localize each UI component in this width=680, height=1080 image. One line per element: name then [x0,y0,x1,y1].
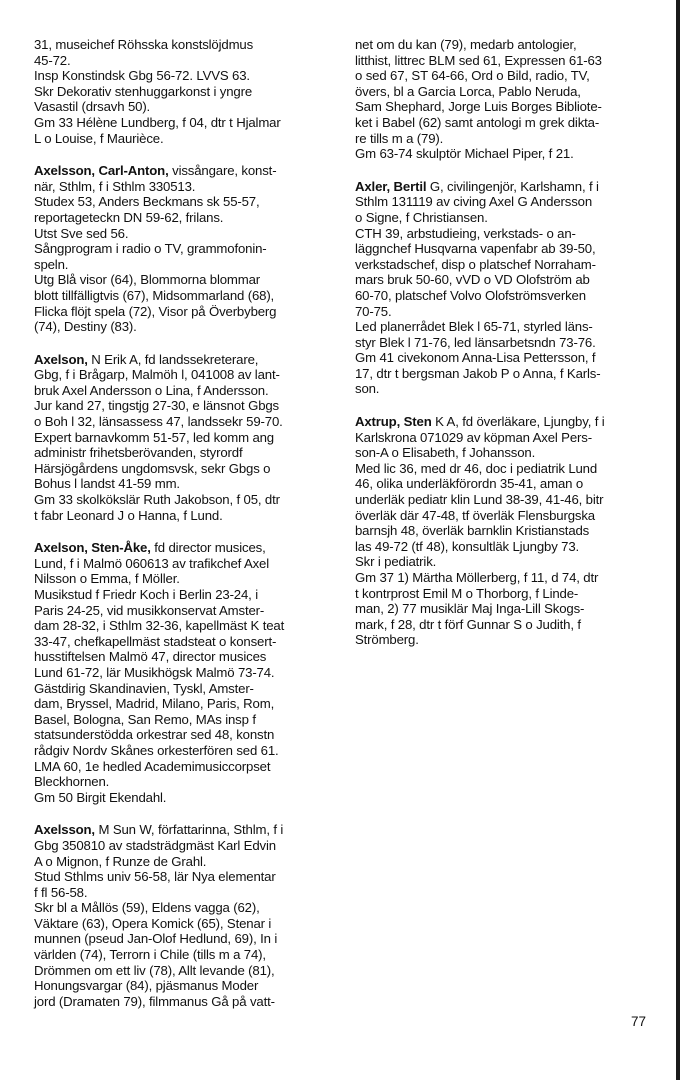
entry-line [355,37,647,53]
entry-line [34,163,332,179]
entry-line [355,539,647,555]
entry-text: mark, f 28, dtr t förf Gunnar S o Judith, f [355,616,581,632]
entry-text: Gm 33 Hélène Lundberg, f 04, dtr t Hjalmar [34,114,281,130]
entry-text: styr Blek l 71-76, led länsarbetsndn 73-76. [355,334,596,350]
entry-line [34,885,332,901]
entry-line [355,194,647,210]
entry-line [34,272,332,288]
entry-text: ket i Babel (62) samt antologi m grek dikta- [355,114,600,130]
entry-text: Utst Sve sed 56. [34,225,129,241]
entry-text: f fl 56-58. [34,884,88,900]
entry-text: husstiftelsen Malmö 47, director musices [34,649,267,665]
entry-text: Drömmen om ett liv (78), Allt levande (81), [34,962,275,978]
entry-line [355,508,647,524]
entry-text: Väktare (63), Opera Komick (65), Stenar i [34,915,272,931]
entry-text: Gbg 350810 av stadsträdgmäst Karl Edvin [34,837,276,853]
entry-line [355,257,647,273]
entry-line [355,179,647,195]
entry-line [355,381,647,397]
entry-line [355,350,647,366]
entry-line [355,492,647,508]
entry-text: Musikstud f Friedr Koch i Berlin 23-24, i [34,587,258,602]
entry-text: 60-70, platschef Volvo Olofströmsverken [355,287,586,303]
entry-text: 33-47, chefkapellmäst stadsteat o konsert- [34,633,277,649]
entry-line [355,53,647,69]
entry-line [355,241,647,257]
entry-text: CTH 39, arbstudieing, verkstads- o an- [355,225,576,241]
entry-text: Skr Dekorativ stenhuggarkonst i yngre [34,83,253,99]
entry-text: rådgiv Nordv Skånes orkesterfören sed 61. [34,742,279,758]
entry-line [355,414,647,430]
entry-line [34,414,332,430]
entry-name: Axelsson, Carl-Anton, [34,163,169,179]
entry-text: K A, fd överläkare, Ljungby, f i [431,414,605,430]
entry-line [34,445,332,461]
entry-text: statsunderstödda orkestrar sed 48, konstn [34,727,275,743]
entry-text: t fabr Leonard J o Hanna, f Lund. [34,507,223,523]
entry-text: speln. [34,256,69,272]
entry-text: Lund, f i Malmö 060613 av trafikchef Axel [34,555,270,571]
entry-text: Skr bl a Mållös (59), Eldens vagga (62), [34,900,260,916]
entry-text: när, Sthlm, f i Sthlm 330513. [34,178,196,194]
entry-line [34,774,332,790]
entry-line [34,727,332,743]
entry-line [34,978,332,994]
entry-line [34,383,332,399]
entry-line [355,586,647,602]
entry-line [34,492,332,508]
entry-text: Paris 24-25, vid musikkonservat Amster- [34,602,265,618]
entry [34,163,332,335]
entry-text: Utg Blå visor (64), Blommorna blommar [34,272,261,288]
entry-line [34,352,332,368]
entry-line [34,68,332,84]
entry-text: Led planerrådet Blek l 65-71, styrled läns- [355,319,593,335]
entry-line [34,665,332,681]
entry-line [34,696,332,712]
entry-text: jord (Dramaten 79), filmmanus Gå på vatt- [34,993,275,1009]
entry-text: Med lic 36, med dr 46, doc i pediatrik Lund [355,460,598,476]
entry-text: verkstadschef, disp o platschef Norraham- [355,256,596,272]
entry-text: vissångare, konst- [168,163,277,179]
entry-line [34,319,332,335]
entry-line [355,146,647,162]
entry-line [355,445,647,461]
entry-line [355,226,647,242]
entry-text: Gästdirig Skandinavien, Tyskl, Amster- [34,680,254,696]
entry-line [34,743,332,759]
right-column [355,37,647,665]
entry-line [34,571,332,587]
entry-text: 17, dtr t bergsman Jakob P o Anna, f Karls- [355,365,601,381]
entry-line [355,319,647,335]
entry-text: administr frihetsberövanden, styrordf [34,445,243,461]
entry-text: o sed 67, ST 64-66, Ord o Bild, radio, TV, [355,68,590,84]
entry-text: Nilsson o Emma, f Möller. [34,571,180,587]
entry-line [34,822,332,838]
page-edge-border [676,0,680,1080]
entry [34,37,332,146]
entry-line [34,179,332,195]
entry-text: M Sun W, författarinna, Sthlm, f i [94,822,284,838]
entry-text: reportageteckn DN 59-62, frilans. [34,209,224,225]
entry-line [355,366,647,382]
entry-text: Strömberg. [355,632,419,648]
entry-line [34,131,332,147]
entry-line [34,854,332,870]
page-number: 77 [631,1014,647,1029]
entry-line [34,367,332,383]
entry-line [34,587,332,603]
entry-text: Gbg, f i Brågarp, Malmöh l, 041008 av lant- [34,367,280,383]
entry-text: net om du kan (79), medarb antologier, [355,37,577,52]
entry-text: man, 2) 77 musiklär Maj Inga-Lill Skogs- [355,601,585,617]
entry-text: litthist, littrec BLM sed 61, Expressen 61-63 [355,52,602,68]
entry [355,414,647,648]
entry-text: världen (74), Terrorn i Chile (tills m a 74), [34,947,266,963]
entry-text: barnsjh 48, överläk barnklin Kristianstads [355,523,590,539]
entry-line [34,99,332,115]
entry-line [355,131,647,147]
entry-line [355,68,647,84]
entry-text: bruk Axel Andersson o Lina, f Andersson. [34,382,269,398]
entry-line [34,681,332,697]
entry-text: 31, museichef Röhsska konstslöjdmus [34,37,254,52]
entry-line [355,99,647,115]
entry-line [34,288,332,304]
entry-line [34,476,332,492]
entry-text: Karlskrona 071029 av köpman Axel Pers- [355,429,592,445]
entry-text: Gm 63-74 skulptör Michael Piper, f 21. [355,146,574,162]
entry-text: dam 28-32, i Sthlm 32-36, kapellmäst K teat [34,618,285,634]
entry-text: (74), Destiny (83). [34,319,137,335]
entry [34,822,332,1009]
entry-line [34,241,332,257]
entry-text: Vasastil (drsavh 50). [34,99,151,115]
entry-text: Jur kand 27, tingstjg 27-30, e länsnot Gbgs [34,398,280,414]
entry-line [34,618,332,634]
entry-line [355,304,647,320]
entry-text: Stud Sthlms univ 56-58, lär Nya elementar [34,869,276,885]
entry-line [34,963,332,979]
entry-line [34,900,332,916]
entry-line [355,601,647,617]
entry-line [355,288,647,304]
entry-line [355,476,647,492]
entry-text: dam, Bryssel, Madrid, Milano, Paris, Rom, [34,696,275,712]
entry-line [34,53,332,69]
entry-line [355,430,647,446]
entry-line [355,84,647,100]
entry-text: re tills m a (79). [355,130,444,146]
entry-text: Basel, Bologna, San Remo, MAs insp f [34,711,256,727]
entry-text: munnen (pseud Jan-Olof Hedlund, 69), In i [34,931,278,947]
entry-line [34,257,332,273]
entry-text: Flicka flöjt spela (72), Visor på Överbyberg [34,303,277,319]
entry-line [34,398,332,414]
entry-text: 46, olika underläkförordn 35-41, aman o [355,476,584,492]
entry-text: Lund 61-72, lär Musikhögsk Malmö 73-74. [34,664,275,680]
entry-line [34,931,332,947]
entry-line [355,115,647,131]
entry-line [355,210,647,226]
entry-text: 45-72. [34,52,71,68]
entry-line [34,84,332,100]
entry-line [355,617,647,633]
entry-text: läggnchef Husqvarna vapenfabr ab 39-50, [355,241,596,257]
entry-text: LMA 60, 1e hedled Academimusiccorpset [34,758,271,774]
entry-line [34,461,332,477]
entry-text: L o Louise, f Maurièce. [34,130,164,146]
entry-line [34,194,332,210]
entry-text: överläk där 47-48, tf överläk Flensburgska [355,507,595,523]
entry-line [34,37,332,53]
entry-text: las 49-72 (tf 48), konsultläk Ljungby 73. [355,538,580,554]
entry-text: son. [355,381,380,397]
entry-line [355,632,647,648]
entry [34,352,332,524]
entry-line [34,712,332,728]
entry-line [34,210,332,226]
entry-line [34,556,332,572]
entry-line [34,869,332,885]
entry-line [34,603,332,619]
entry-text: Gm 33 skolkökslär Ruth Jakobson, f 05, dtr [34,492,280,508]
entry-line [355,570,647,586]
entry-text: Sam Shephard, Jorge Luis Borges Bibliote- [355,99,602,115]
entry-line [355,554,647,570]
entry-text: G, civilingenjör, Karlshamn, f i [426,178,599,194]
entry-text: Gm 41 civekonom Anna-Lisa Pettersson, f [355,350,596,366]
entry-text: mars bruk 50-60, vVD o VD Olofström ab [355,272,590,288]
entry-name: Axtrup, Sten [355,414,432,430]
entry-text: Skr i pediatrik. [355,554,437,570]
entry-line [355,335,647,351]
entry [355,37,647,162]
entry-text: Gm 37 1) Märtha Möllerberg, f 11, d 74, dtr [355,570,599,585]
entry-text: Bohus l landst 41-59 mm. [34,476,180,492]
entry-line [34,226,332,242]
entry-text: t kontrprost Emil M o Thorborg, f Linde- [355,585,579,601]
entry-line [34,790,332,806]
left-column [34,37,332,1026]
entry-name: Axler, Bertil [355,178,427,194]
entry-name: Axelson, [34,351,88,367]
entry-text: N Erik A, fd landssekreterare, [87,351,259,367]
entry-text: Sångprogram i radio o TV, grammofonin- [34,241,267,257]
entry-line [34,759,332,775]
entry-text: fd director musices, [150,540,266,556]
entry-text: Bleckhornen. [34,774,110,790]
entry-text: blott tillfälligtvis (67), Midsommarland (68), [34,287,275,303]
entry-line [34,508,332,524]
entry-text: underläk pediatr klin Lund 38-39, 41-46, bitr [355,492,604,508]
entry-line [34,540,332,556]
entry-text: Studex 53, Anders Beckmans sk 55-57, [34,194,260,210]
entry [355,179,647,397]
entry-line [34,115,332,131]
entry-text: 70-75. [355,303,392,319]
entry-text: A o Mignon, f Runze de Grahl. [34,853,207,869]
entry-line [34,649,332,665]
entry-text: Insp Konstindsk Gbg 56-72. LVVS 63. [34,68,250,84]
entry-name: Axelson, Sten-Åke, [34,540,151,556]
entry-line [34,838,332,854]
entry-text: Expert barnavkomm 51-57, led komm ang [34,429,274,445]
entry-text: Gm 50 Birgit Ekendahl. [34,789,167,805]
entry-line [34,947,332,963]
entry-text: son-A o Elisabeth, f Johansson. [355,445,536,461]
entry-name: Axelsson, [34,822,95,838]
entry-text: Sthlm 131119 av civing Axel G Andersson [355,194,593,210]
entry-line [355,523,647,539]
entry-line [34,994,332,1010]
entry-text: Härsjögårdens ungdomsvsk, sekr Gbgs o [34,460,271,476]
entry-line [34,430,332,446]
entry-text: övers, bl a Garcia Lorca, Pablo Neruda, [355,83,581,99]
entry-line [355,461,647,477]
entry-line [355,272,647,288]
entry [34,540,332,805]
entry-text: Honungsvargar (84), pjäsmanus Moder [34,978,259,994]
entry-text: o Boh l 32, länsassess 47, landssekr 59-70. [34,414,283,430]
entry-text: o Signe, f Christiansen. [355,209,488,225]
entry-line [34,304,332,320]
entry-line [34,916,332,932]
entry-line [34,634,332,650]
